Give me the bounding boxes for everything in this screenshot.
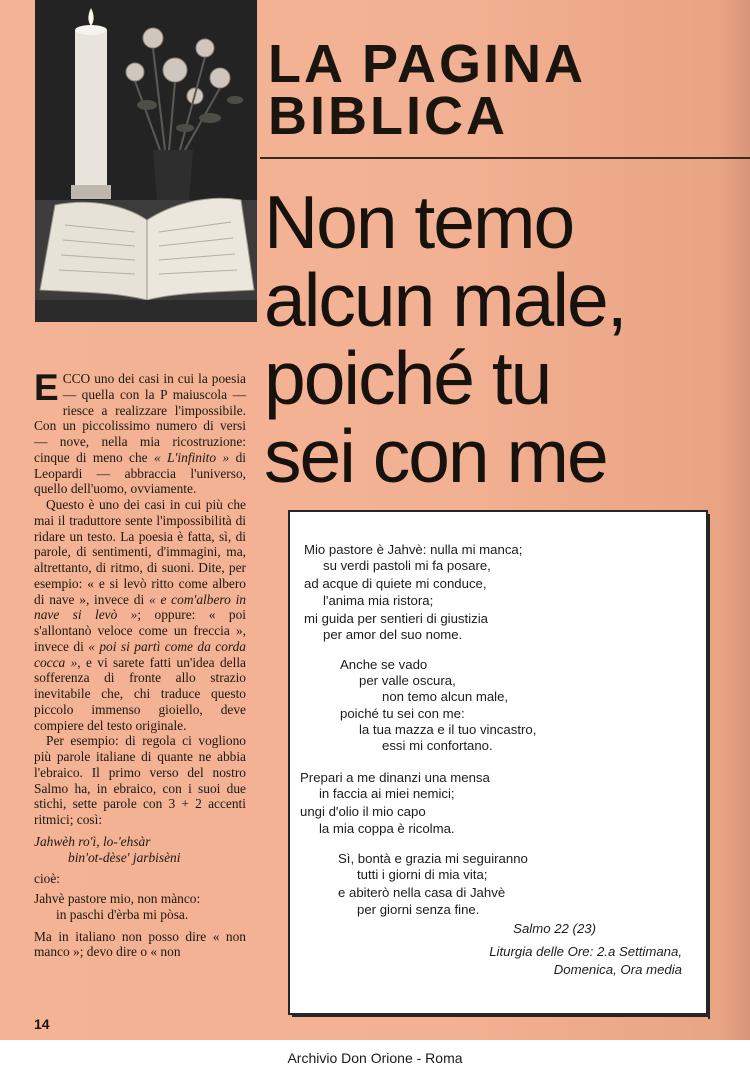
psalm-stanza [338,851,528,918]
translit-line: Jahwèh ro'ì, lo-'ehsàr [34,833,151,849]
italic-quote: « poi si partì come da corda cocca » [34,638,246,670]
article-body [34,367,247,960]
paragraph: Ma in italiano non posso dire « non manco »; devo dire o « non [34,928,246,960]
photo-illustration [35,0,257,322]
psalm-line: la tua mazza e il tuo vincastro, [359,721,537,737]
psalm-line: tutti i giorni di mia vita; [357,867,488,883]
section-title [268,34,586,146]
liturgy-line: Domenica, Ora media [553,962,682,977]
italic-title: « L'infinito » [154,449,230,465]
psalm-stanza [340,657,536,754]
headline-line: alcun male, [264,258,626,342]
hebrew-transliteration [34,834,246,866]
paragraph [34,367,246,497]
psalm-line: mi guida per sentieri di giustizia [304,610,488,626]
italian-verse-line: in paschi d'èrba mi pòsa. [56,906,189,922]
psalm-line: per amor del suo nome. [323,627,463,643]
psalm-line: in faccia ai miei nemici; [319,786,455,802]
section-title-line: LA PAGINA [268,34,586,94]
liturgy-line: Liturgia delle Ore: 2.a Settimana, [489,944,682,959]
frame-line [708,514,710,1019]
cioe-label: cioè: [34,871,61,887]
headline-line: poiché tu [264,336,551,420]
psalm-line: su verdi pastoli mi fa posare, [323,558,491,574]
italian-verse [34,891,246,923]
frame-line [292,1015,710,1017]
page-number: 14 [34,1016,50,1032]
paragraph [34,497,246,733]
italian-verse-line: Jahvè pastore mio, non mànco: [34,891,201,906]
photo-candle-bible [35,0,257,322]
psalm-stanza [304,542,522,643]
psalm-line: ungi d'olio il mio capo [300,804,426,820]
psalm-line: Anche se vado [340,657,428,672]
section-title-line: BIBLICA [268,86,508,146]
psalm-line: e abiterò nella casa di Jahvè [338,885,506,901]
paragraph-text: CCO uno dei casi in cui la poesia — quella con la P maiuscola — riesce a realizzare l'impossibile. Con un piccolissimo numero di versi — nove, nella mia ricostruzione: cinque di meno che [34,371,246,465]
psalm-line: Prepari a me dinanzi una mensa [300,770,490,785]
psalm-line: per giorni senza fine. [357,901,480,917]
psalm-line: Mio pastore è Jahvè: nulla mi manca; [304,542,523,557]
psalm-line: Sì, bontà e grazia mi seguiranno [338,851,528,866]
psalm-stanza [300,770,490,837]
headline-line: sei con me [264,414,607,498]
header-rule [260,157,750,159]
italic-quote: « e com'albero in nave si levò » [34,591,247,623]
psalm-line: per valle oscura, [359,673,456,689]
psalm-reference: Salmo 22 (23) [513,921,596,936]
article-headline [264,180,626,498]
paragraph-text: , e vi sarete fatti un'idea della sofferenza di fronte allo strazio inevitabile che, chi traduce questo piccolo immenso gioiello, deve compiere del testo originale. [34,654,247,733]
headline-line: Non temo [264,180,574,264]
paragraph-text: ; oppure: « poi s'allontanò veloce come un freccia », invece di [34,607,246,654]
psalm-line: non temo alcun male, [382,689,509,705]
psalm-line: essi mi confortano. [382,738,493,754]
psalm-line: l'anima mia ristora; [323,592,434,608]
paragraph-text: di Leopardi — abbraccia l'universo, quello dell'uomo, ovviamente. [34,449,246,497]
paragraph-text: Questo è uno dei casi in cui più che mai il traduttore sente l'impossibilità di ridare un testo. La poesia è fatta, sì, di parole, di sentimenti, d'immagini, ma, altrettanto, di ritmo, di suoni. Dite, per esempio: « e si levò ritto come albero di nave », invece di [34,497,246,607]
psalm-line: poiché tu sei con me: [340,705,465,721]
psalm-line: la mia coppa è ricolma. [319,820,455,836]
translit-line: bin'ot-dèse' jarbisèni [68,849,181,865]
archive-caption: Archivio Don Orione - Roma [287,1050,463,1066]
psalm-line: ad acque di quiete mi conduce, [304,576,487,592]
drop-cap: E [34,367,59,408]
paragraph: Per esempio: di regola ci vogliono più parole italiane di quante ne abbia l'ebraico. Il primo verso del nostro Salmo ha, in ebraico, con i suoi due stichi, sette parole con 3 + 2 accenti ritmici; così: [34,733,246,827]
psalm-box [288,510,708,1015]
